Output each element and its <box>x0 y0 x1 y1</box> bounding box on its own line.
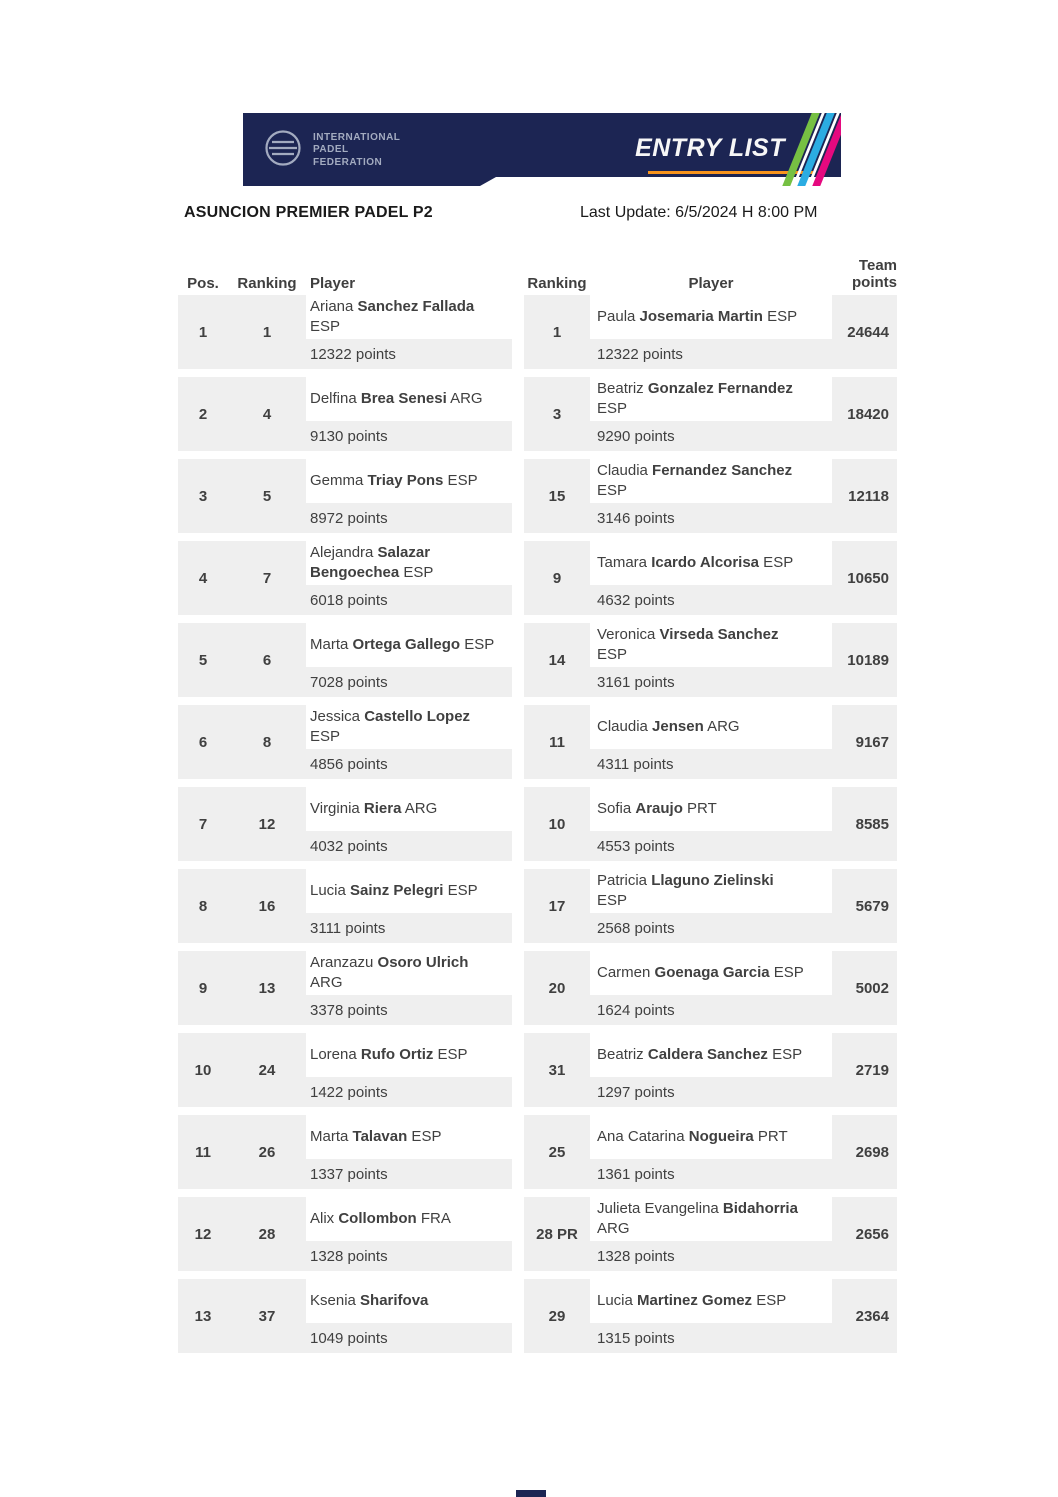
player-name-1: Ariana Sanchez Fallada ESP <box>310 297 475 335</box>
position-cell <box>178 869 228 943</box>
player-name-2: Ana Catarina Nogueira PRT <box>597 1127 788 1145</box>
position-value: 10 <box>194 1061 212 1079</box>
position-value: 3 <box>198 487 208 505</box>
ranking-value-1: 13 <box>258 979 276 997</box>
team-points-value: 10189 <box>847 651 889 669</box>
player-points-1: 8972 points <box>306 503 512 533</box>
player-points-2: 4311 points <box>590 749 832 779</box>
player-name-2: Lucia Martinez Gomez ESP <box>597 1291 787 1309</box>
ranking-cell-2 <box>524 951 590 1025</box>
player-name-2: Paula Josemaria Martin ESP <box>597 307 798 325</box>
col-header-ranking-2: Ranking <box>524 257 590 300</box>
player-cell-2 <box>590 1033 832 1107</box>
position-value: 2 <box>198 405 208 423</box>
team-points-value: 2364 <box>855 1307 889 1325</box>
ranking-value-1: 7 <box>262 569 272 587</box>
ranking-value-2: 14 <box>548 651 566 669</box>
ranking-cell-2 <box>524 787 590 861</box>
player-name-2: Sofia Araujo PRT <box>597 799 717 817</box>
column-gap <box>512 787 524 861</box>
player-cell-2 <box>590 951 832 1025</box>
player-points-2: 9290 points <box>590 421 832 451</box>
ranking-value-2: 3 <box>552 405 562 423</box>
ranking-cell-2 <box>524 1033 590 1107</box>
player-cell-2 <box>590 787 832 861</box>
player-points-2: 1297 points <box>590 1077 832 1107</box>
table-body <box>178 295 897 1353</box>
ranking-cell-1 <box>228 1279 306 1353</box>
ranking-cell-2 <box>524 1279 590 1353</box>
position-cell <box>178 1197 228 1271</box>
player-name-1: Lucia Sainz Pelegri ESP <box>310 881 478 899</box>
column-gap <box>512 541 524 615</box>
ranking-value-1: 26 <box>258 1143 276 1161</box>
player-name-1: Ksenia Sharifova <box>310 1291 429 1309</box>
ranking-value-2: 15 <box>548 487 566 505</box>
column-gap <box>512 1279 524 1353</box>
player-cell-1 <box>306 1115 512 1189</box>
player-points-2: 4553 points <box>590 831 832 861</box>
table-row <box>178 951 897 1025</box>
ranking-value-1: 37 <box>258 1307 276 1325</box>
ranking-cell-1 <box>228 459 306 533</box>
player-points-2: 1624 points <box>590 995 832 1025</box>
position-value: 6 <box>198 733 208 751</box>
ranking-value-2: 9 <box>552 569 562 587</box>
column-gap <box>512 951 524 1025</box>
ranking-value-2: 17 <box>548 897 566 915</box>
ranking-value-1: 6 <box>262 651 272 669</box>
table-row <box>178 1115 897 1189</box>
team-points-cell <box>832 623 897 697</box>
ranking-value-2: 28 PR <box>536 1225 578 1243</box>
player-cell-1 <box>306 951 512 1025</box>
last-update-text: Last Update: 6/5/2024 H 8:00 PM <box>580 204 818 221</box>
table-header-row <box>178 257 897 295</box>
team-points-cell <box>832 787 897 861</box>
position-cell <box>178 1033 228 1107</box>
table-row <box>178 705 897 779</box>
table-row <box>178 869 897 943</box>
team-points-cell <box>832 377 897 451</box>
team-points-cell <box>832 705 897 779</box>
entry-list-table <box>178 257 897 1361</box>
player-cell-1 <box>306 1279 512 1353</box>
player-cell-1 <box>306 705 512 779</box>
player-cell-1 <box>306 377 512 451</box>
player-cell-2 <box>590 377 832 451</box>
team-points-value: 10650 <box>847 569 889 587</box>
ipf-banner <box>243 113 841 186</box>
player-points-2: 12322 points <box>590 339 832 369</box>
team-points-cell <box>832 541 897 615</box>
table-row <box>178 295 897 369</box>
col-header-ranking-1: Ranking <box>228 257 306 300</box>
player-points-2: 1328 points <box>590 1241 832 1271</box>
position-value: 7 <box>198 815 208 833</box>
player-cell-2 <box>590 459 832 533</box>
ipf-logo-icon <box>263 128 303 173</box>
team-points-value: 24644 <box>847 323 889 341</box>
player-name-1: Alix Collombon FRA <box>310 1209 451 1227</box>
ranking-cell-2 <box>524 1197 590 1271</box>
player-cell-2 <box>590 295 832 369</box>
position-value: 8 <box>198 897 208 915</box>
ranking-cell-1 <box>228 951 306 1025</box>
table-row <box>178 377 897 451</box>
position-cell <box>178 459 228 533</box>
ranking-cell-1 <box>228 295 306 369</box>
player-points-1: 3111 points <box>306 913 512 943</box>
player-name-2: Claudia Fernandez Sanchez ESP <box>597 461 793 499</box>
player-name-2: Patricia Llaguno Zielinski ESP <box>597 871 774 909</box>
player-points-1: 7028 points <box>306 667 512 697</box>
column-gap <box>512 459 524 533</box>
ranking-cell-1 <box>228 623 306 697</box>
player-points-1: 4856 points <box>306 749 512 779</box>
ipf-logo-text-line: FEDERATION <box>313 156 383 168</box>
player-name-1: Marta Ortega Gallego ESP <box>310 635 495 653</box>
position-value: 12 <box>194 1225 212 1243</box>
ranking-value-1: 8 <box>262 733 272 751</box>
ranking-cell-2 <box>524 459 590 533</box>
col-header-player-2: Player <box>590 257 832 300</box>
player-points-1: 9130 points <box>306 421 512 451</box>
player-points-2: 1315 points <box>590 1323 832 1353</box>
ranking-cell-1 <box>228 787 306 861</box>
player-name-2: Veronica Virseda Sanchez ESP <box>597 625 779 663</box>
ranking-cell-2 <box>524 377 590 451</box>
ipf-logo-text-line: PADEL <box>313 144 349 156</box>
team-points-value: 12118 <box>848 487 889 505</box>
position-cell <box>178 1279 228 1353</box>
player-cell-1 <box>306 787 512 861</box>
player-points-2: 3161 points <box>590 667 832 697</box>
ranking-cell-2 <box>524 541 590 615</box>
ranking-cell-1 <box>228 1197 306 1271</box>
team-points-cell <box>832 951 897 1025</box>
team-points-value: 18420 <box>847 405 889 423</box>
player-points-1: 1337 points <box>306 1159 512 1189</box>
team-points-value: 5002 <box>855 979 889 997</box>
team-points-value: 9167 <box>855 733 889 751</box>
position-value: 4 <box>198 569 208 587</box>
player-name-1: Delfina Brea Senesi ARG <box>310 389 483 407</box>
team-points-cell <box>832 295 897 369</box>
player-cell-2 <box>590 1115 832 1189</box>
ranking-value-1: 28 <box>258 1225 276 1243</box>
column-gap <box>512 1197 524 1271</box>
position-cell <box>178 705 228 779</box>
player-cell-2 <box>590 541 832 615</box>
table-row <box>178 1279 897 1353</box>
next-page-banner-fragment <box>516 1490 546 1497</box>
player-name-2: Julieta Evangelina Bidahorria ARG <box>597 1199 798 1237</box>
player-name-2: Beatriz Gonzalez Fernandez ESP <box>597 379 793 417</box>
player-name-2: Beatriz Caldera Sanchez ESP <box>597 1045 803 1063</box>
ranking-cell-1 <box>228 377 306 451</box>
team-points-cell <box>832 1115 897 1189</box>
ranking-value-2: 1 <box>552 323 562 341</box>
table-row <box>178 1033 897 1107</box>
table-row <box>178 541 897 615</box>
team-points-cell <box>832 1197 897 1271</box>
position-cell <box>178 541 228 615</box>
col-header-player-1: Player <box>306 257 512 300</box>
ranking-value-1: 4 <box>262 405 272 423</box>
player-cell-1 <box>306 541 512 615</box>
player-cell-2 <box>590 623 832 697</box>
position-cell <box>178 787 228 861</box>
ipf-logo-text-line: INTERNATIONAL <box>313 131 401 143</box>
position-value: 9 <box>198 979 208 997</box>
player-name-2: Carmen Goenaga Garcia ESP <box>597 963 804 981</box>
player-name-1: Alejandra Salazar Bengoechea ESP <box>310 543 434 581</box>
player-cell-1 <box>306 869 512 943</box>
ranking-cell-2 <box>524 623 590 697</box>
table-row <box>178 623 897 697</box>
ranking-value-2: 29 <box>548 1307 566 1325</box>
team-points-cell <box>832 869 897 943</box>
team-points-cell <box>832 459 897 533</box>
ranking-value-1: 5 <box>262 487 272 505</box>
player-cell-1 <box>306 459 512 533</box>
ranking-cell-2 <box>524 295 590 369</box>
table-row <box>178 1197 897 1271</box>
ipf-logo <box>263 128 400 173</box>
position-value: 5 <box>198 651 208 669</box>
player-name-1: Jessica Castello Lopez ESP <box>310 707 471 745</box>
banner-stripes-decoration <box>795 113 841 186</box>
ipf-logo-text <box>313 132 400 170</box>
entry-list-label: ENTRY LIST <box>635 134 785 162</box>
tournament-title: ASUNCION PREMIER PADEL P2 <box>184 204 433 221</box>
column-gap <box>512 377 524 451</box>
player-points-2: 4632 points <box>590 585 832 615</box>
ranking-cell-1 <box>228 1115 306 1189</box>
team-points-value: 2656 <box>855 1225 889 1243</box>
player-name-1: Virginia Riera ARG <box>310 799 438 817</box>
column-gap <box>512 1115 524 1189</box>
player-points-1: 3378 points <box>306 995 512 1025</box>
player-points-1: 12322 points <box>306 339 512 369</box>
player-points-1: 1328 points <box>306 1241 512 1271</box>
ranking-cell-2 <box>524 1115 590 1189</box>
position-cell <box>178 951 228 1025</box>
col-header-team-points-line: Team <box>858 257 897 274</box>
player-name-1: Aranzazu Osoro Ulrich ARG <box>310 953 469 991</box>
player-points-2: 1361 points <box>590 1159 832 1189</box>
player-cell-1 <box>306 623 512 697</box>
team-points-cell <box>832 1033 897 1107</box>
team-points-value: 2698 <box>855 1143 889 1161</box>
position-value: 1 <box>198 323 208 341</box>
ranking-value-2: 25 <box>548 1143 566 1161</box>
ranking-cell-2 <box>524 869 590 943</box>
column-gap <box>512 623 524 697</box>
ranking-value-2: 20 <box>548 979 566 997</box>
position-cell <box>178 377 228 451</box>
column-gap <box>512 257 524 300</box>
ranking-cell-1 <box>228 869 306 943</box>
player-cell-2 <box>590 1279 832 1353</box>
col-header-pos: Pos. <box>178 257 228 300</box>
table-row <box>178 459 897 533</box>
player-points-1: 1049 points <box>306 1323 512 1353</box>
column-gap <box>512 869 524 943</box>
ranking-value-1: 12 <box>258 815 276 833</box>
player-name-1: Lorena Rufo Ortiz ESP <box>310 1045 468 1063</box>
ranking-value-2: 31 <box>548 1061 566 1079</box>
player-cell-2 <box>590 1197 832 1271</box>
player-points-2: 2568 points <box>590 913 832 943</box>
player-cell-2 <box>590 869 832 943</box>
ranking-value-1: 1 <box>262 323 272 341</box>
ranking-cell-1 <box>228 1033 306 1107</box>
ranking-cell-1 <box>228 705 306 779</box>
position-cell <box>178 623 228 697</box>
position-cell <box>178 295 228 369</box>
team-points-value: 2719 <box>855 1061 889 1079</box>
player-name-2: Claudia Jensen ARG <box>597 717 740 735</box>
table-row <box>178 787 897 861</box>
column-gap <box>512 295 524 369</box>
player-points-1: 1422 points <box>306 1077 512 1107</box>
team-points-value: 8585 <box>855 815 889 833</box>
player-name-1: Marta Talavan ESP <box>310 1127 442 1145</box>
player-cell-1 <box>306 295 512 369</box>
column-gap <box>512 705 524 779</box>
ranking-cell-2 <box>524 705 590 779</box>
position-value: 13 <box>194 1307 212 1325</box>
player-cell-2 <box>590 705 832 779</box>
player-cell-1 <box>306 1197 512 1271</box>
ranking-value-2: 11 <box>549 733 565 751</box>
player-name-1: Gemma Triay Pons ESP <box>310 471 478 489</box>
col-header-team-points-line: points <box>852 274 897 292</box>
ranking-value-1: 24 <box>258 1061 276 1079</box>
position-cell <box>178 1115 228 1189</box>
player-cell-1 <box>306 1033 512 1107</box>
col-header-team-points <box>832 257 897 300</box>
ranking-value-1: 16 <box>258 897 276 915</box>
column-gap <box>512 1033 524 1107</box>
team-points-value: 5679 <box>855 897 889 915</box>
player-points-1: 4032 points <box>306 831 512 861</box>
ranking-value-2: 10 <box>548 815 566 833</box>
player-points-1: 6018 points <box>306 585 512 615</box>
player-points-2: 3146 points <box>590 503 832 533</box>
ranking-cell-1 <box>228 541 306 615</box>
team-points-cell <box>832 1279 897 1353</box>
position-value: 11 <box>195 1143 211 1161</box>
player-name-2: Tamara Icardo Alcorisa ESP <box>597 553 794 571</box>
